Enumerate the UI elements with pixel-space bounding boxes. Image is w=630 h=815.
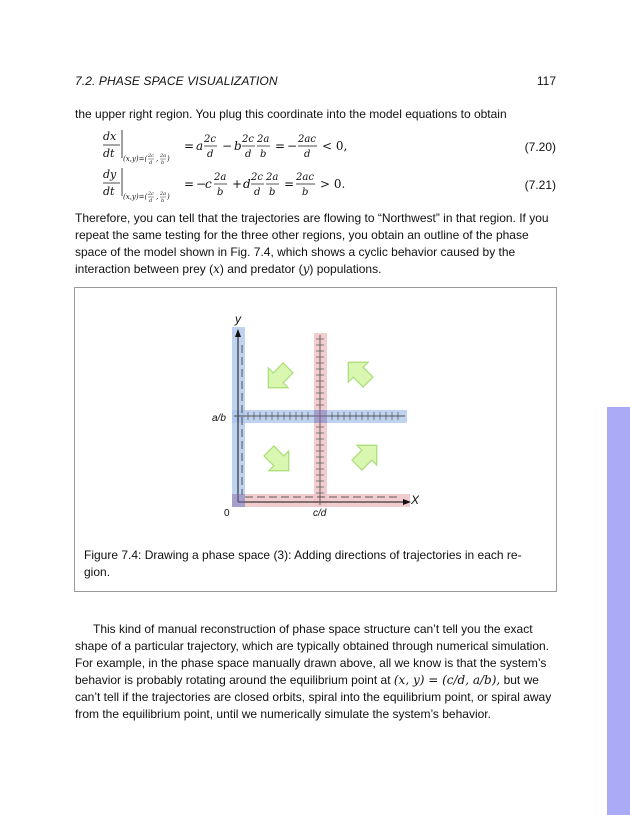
svg-text:2c: 2c: [204, 134, 216, 145]
equation-number: (7.20): [524, 140, 556, 154]
arrow-southwest-icon: [258, 358, 298, 398]
text-line: from the equilibrium point, until we numerically simulate the system’s behavior.: [75, 707, 491, 721]
text-line: [75, 261, 556, 278]
text-line: space of the model shown in Fig. 7.4, which shows a cyclic behavior caused by the: [75, 245, 516, 259]
svg-text:2ac: 2ac: [298, 134, 316, 145]
svg-text:< 0,: < 0,: [322, 139, 348, 153]
text-fragment: but we: [503, 673, 539, 687]
running-header: [75, 74, 556, 92]
text-fragment: ) populations.: [309, 262, 382, 276]
intro-line: the upper right region. You plug this coordinate into the model equations to obtain: [75, 107, 507, 121]
chapter-thumb-tab: [607, 407, 630, 815]
svg-text:d: d: [149, 198, 153, 204]
page-number: 117: [536, 74, 556, 88]
svg-text:dt: dt: [103, 185, 115, 198]
svg-text:d: d: [304, 149, 311, 160]
paragraph-therefore: [75, 210, 556, 278]
y-tick-label: a/b: [212, 413, 226, 424]
svg-text:dx: dx: [103, 130, 117, 143]
svg-text:2a: 2a: [160, 153, 167, 159]
svg-text:2a: 2a: [214, 172, 227, 183]
text-line: can’t tell if the trajectories are closed orbits, spiral into the equilibrium point, or spiral away: [75, 690, 552, 704]
origin-label: 0: [224, 508, 230, 519]
svg-text:(x,y)=(: (x,y)=(: [123, 155, 148, 163]
text-line: Therefore, you can tell that the trajectories are flowing to “Northwest” in that region. If you: [75, 211, 549, 225]
origin-overlap: [232, 494, 245, 507]
svg-text:b: b: [161, 160, 165, 166]
svg-text:2a: 2a: [257, 134, 270, 145]
equation-7-21: [75, 166, 556, 204]
arrow-northwest-icon: [338, 352, 378, 392]
x-axis-label: X: [411, 493, 420, 507]
arrow-southeast-icon: [259, 441, 299, 481]
svg-text:2c: 2c: [148, 153, 154, 159]
svg-text:2ac: 2ac: [296, 172, 314, 183]
text-fragment: ) and predator (: [219, 262, 303, 276]
section-title: 7.2. PHASE SPACE VISUALIZATION: [75, 74, 278, 88]
svg-text:−: −: [222, 139, 233, 153]
figure-caption: [84, 547, 546, 581]
x-tick-label: c/d: [313, 508, 327, 519]
equation-number: (7.21): [524, 178, 556, 192]
svg-text:dy: dy: [103, 168, 117, 181]
svg-text:2a: 2a: [266, 172, 279, 183]
text-line: [75, 672, 556, 689]
svg-text:,: ,: [156, 193, 159, 201]
paragraph-manual-reconstruction: [75, 621, 556, 723]
svg-text:(x,y)=(: (x,y)=(: [123, 193, 148, 201]
math-var-x: x: [213, 262, 220, 276]
svg-text:,: ,: [156, 155, 159, 163]
svg-text:> 0.: > 0.: [320, 177, 346, 191]
svg-text:d: d: [254, 187, 261, 198]
svg-text:b: b: [217, 187, 224, 198]
svg-text:2c: 2c: [148, 191, 154, 197]
svg-text:=: =: [184, 177, 195, 191]
svg-text:b: b: [161, 198, 165, 204]
arrow-northeast-icon: [347, 435, 387, 475]
svg-text:): ): [167, 193, 170, 201]
intro-paragraph: [75, 106, 556, 123]
text-fragment: behavior is probably rotating around the equilibrium point at: [75, 673, 391, 687]
svg-text:b: b: [269, 187, 276, 198]
svg-text:d: d: [149, 160, 153, 166]
math-var-y: y: [302, 262, 310, 276]
svg-text:−: −: [287, 139, 298, 153]
text-line: For example, in the phase space manually drawn above, all we know is that the system’s: [75, 656, 547, 670]
svg-text:=: =: [284, 177, 295, 191]
equilibrium-math: (x, y) = (c/d, a/b),: [393, 673, 501, 687]
equation-7-20: [75, 128, 556, 166]
svg-text:−: −: [196, 177, 207, 191]
caption-line: Figure 7.4: Drawing a phase space (3): Adding directions of trajectories in each re-: [84, 548, 522, 562]
svg-text:a: a: [196, 139, 204, 153]
text-line: repeat the same testing for the three other regions, you obtain an outline of the phase: [75, 228, 529, 242]
phase-space-diagram: [200, 305, 430, 525]
equilibrium-point: [314, 410, 327, 423]
svg-text:2c: 2c: [242, 134, 254, 145]
svg-text:=: =: [184, 139, 195, 153]
svg-text:+: +: [232, 177, 243, 191]
svg-text:d: d: [207, 149, 214, 160]
svg-text:): ): [167, 155, 170, 163]
svg-text:c: c: [205, 177, 212, 191]
text-line: shape of a particular trajectory, which are typically obtained through numerical simulation.: [75, 639, 550, 653]
svg-text:=: =: [275, 139, 286, 153]
text-line: This kind of manual reconstruction of phase space structure can’t tell you the exact: [93, 622, 533, 636]
text-fragment: interaction between prey (: [75, 262, 214, 276]
y-axis-label: y: [235, 312, 241, 326]
svg-text:b: b: [234, 139, 242, 153]
caption-line: gion.: [84, 565, 111, 579]
equation-7-20-formula: [100, 128, 420, 166]
svg-text:d: d: [243, 177, 251, 191]
svg-text:2c: 2c: [251, 172, 263, 183]
svg-text:dt: dt: [103, 147, 115, 160]
svg-text:2a: 2a: [160, 191, 167, 197]
svg-text:b: b: [260, 149, 267, 160]
svg-text:b: b: [302, 187, 309, 198]
svg-text:d: d: [245, 149, 252, 160]
equation-7-21-formula: [100, 166, 420, 204]
x-nullcline-band-axis: [232, 494, 410, 507]
